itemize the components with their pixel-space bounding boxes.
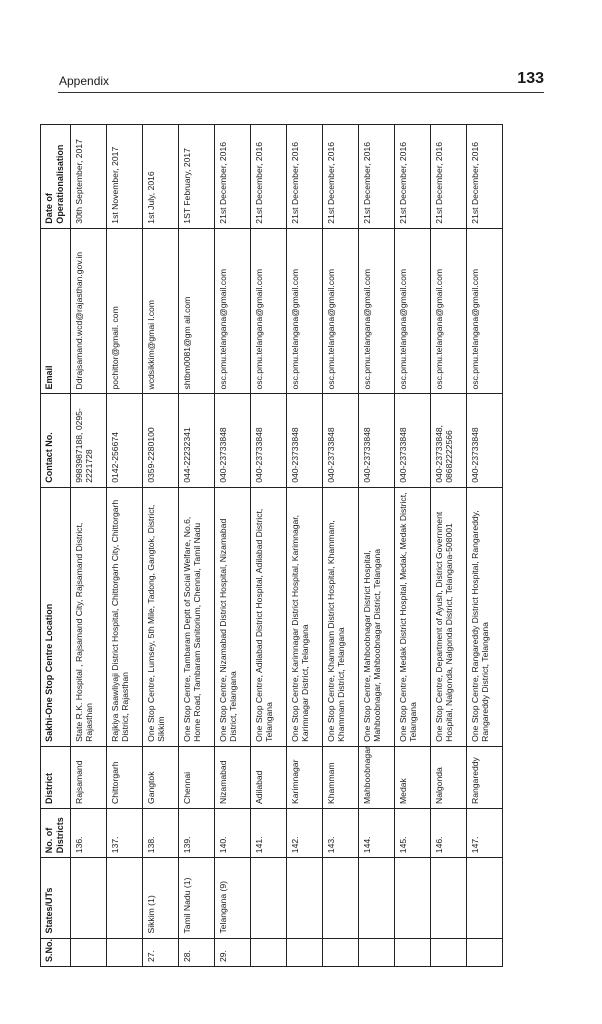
table-row — [215, 125, 251, 967]
cell-date: 30th September, 2017 — [71, 125, 107, 229]
table-row — [287, 125, 323, 967]
table-row — [71, 125, 107, 967]
cell-contact: 040-23733848 — [251, 394, 287, 487]
cell-email: osc.pmu.telangana@gmail.com — [215, 228, 251, 394]
table-row — [431, 125, 467, 967]
page-number: 133 — [517, 70, 544, 87]
cell-location: One Stop Centre, Tambaram Deptt of Social Welfare, No.6, Home Road, Tambaram Sanitorium, Chennai, Tamil Nadu — [179, 487, 215, 746]
cell-email: osc.pmu.telangana@gmail.com — [359, 228, 395, 394]
cell-state: Tamil Nadu (1) — [179, 858, 215, 938]
cell-state — [107, 858, 143, 938]
table-container — [40, 124, 520, 967]
cell-location: State R.K. Hospital , Rajsamand City, Rajsamand District, Rajasthan — [71, 487, 107, 746]
header-location: Sakhi-One Stop Centre Location — [41, 487, 71, 746]
header-district: District — [41, 746, 71, 808]
cell-no: 145. — [395, 808, 431, 857]
cell-email: osc.pmu.telangana@gmail.com — [287, 228, 323, 394]
section-title: Appendix — [59, 74, 110, 88]
table-row — [251, 125, 287, 967]
cell-email: osc.pmu.telangana@gmail.com — [323, 228, 359, 394]
cell-sno: 27. — [143, 938, 179, 966]
cell-date: 1st July, 2016 — [143, 125, 179, 229]
cell-email: osc.pmu.telangana@gmail.com — [395, 228, 431, 394]
table-body — [71, 125, 503, 967]
cell-date: 21st December, 2016 — [395, 125, 431, 229]
cell-sno — [287, 938, 323, 966]
cell-date: 21st December, 2016 — [467, 125, 503, 229]
table-row — [107, 125, 143, 967]
cell-sno — [323, 938, 359, 966]
cell-location: One Stop Centre, Karimnagar District Hospital, Karimnagar, Karimnagar District, Telangana — [287, 487, 323, 746]
cell-date: 21st December, 2016 — [215, 125, 251, 229]
cell-district: Karimnagar — [287, 746, 323, 808]
cell-no: 136. — [71, 808, 107, 857]
cell-no: 142. — [287, 808, 323, 857]
cell-date: 21st December, 2016 — [359, 125, 395, 229]
cell-email: osc.pmu.telangana@gmail.com — [431, 228, 467, 394]
cell-state — [323, 858, 359, 938]
cell-location: One Stop Centre, Nizamabad District Hospital, Nizamabad District, Telangana — [215, 487, 251, 746]
cell-email: osc.pmu.telangana@gmail.com — [467, 228, 503, 394]
cell-location: One Stop Centre, Medak District Hospital, Medak, Medak District, Telangana — [395, 487, 431, 746]
cell-no: 137. — [107, 808, 143, 857]
cell-location: One Stop Centre, Rangareddy District Hospital, Rangareddy, Rangareddy District, Telangana — [467, 487, 503, 746]
cell-contact: 040-23733848 — [467, 394, 503, 487]
cell-date: 21st December, 2016 — [251, 125, 287, 229]
table-row — [323, 125, 359, 967]
cell-sno — [359, 938, 395, 966]
cell-contact: 040-23733848 — [359, 394, 395, 487]
table-row — [395, 125, 431, 967]
cell-email: pochittor@gmail. com — [107, 228, 143, 394]
cell-no: 140. — [215, 808, 251, 857]
cell-location: One Stop Centre, Adilabad District Hospital, Adilabad District, Telangana — [251, 487, 287, 746]
cell-contact: 040-23733848 — [323, 394, 359, 487]
cell-contact: 040-23733848 — [215, 394, 251, 487]
cell-district: Rajsamand — [71, 746, 107, 808]
cell-no: 141. — [251, 808, 287, 857]
cell-location: One Stop Centre, Khammam District Hospital, Khammam, Khammam District, Telangana — [323, 487, 359, 746]
cell-district: Medak — [395, 746, 431, 808]
cell-state — [431, 858, 467, 938]
table-row — [467, 125, 503, 967]
cell-date: 21st December, 2016 — [323, 125, 359, 229]
table-row — [359, 125, 395, 967]
header-date: Date of Operationalisation — [41, 125, 71, 229]
cell-state — [251, 858, 287, 938]
cell-contact: 0359-2280100 — [143, 394, 179, 487]
table-row — [143, 125, 179, 967]
cell-no: 144. — [359, 808, 395, 857]
table-header-row — [41, 125, 71, 967]
cell-date: 21st December, 2016 — [287, 125, 323, 229]
cell-state — [287, 858, 323, 938]
cell-contact: 044-22232341 — [179, 394, 215, 487]
header-email: Email — [41, 228, 71, 394]
cell-location: Rajkiya Saawliyaji District Hospital, Chittorgarh City, Chittorgarh District, Rajasthan — [107, 487, 143, 746]
cell-district: Rangareddy — [467, 746, 503, 808]
cell-sno — [467, 938, 503, 966]
cell-district: Nizamabad — [215, 746, 251, 808]
cell-no: 146. — [431, 808, 467, 857]
cell-district: Mahboobnagar — [359, 746, 395, 808]
cell-district: Nalgonda — [431, 746, 467, 808]
cell-date: 1ST February, 2017 — [179, 125, 215, 229]
cell-email: Ddrajsamand.wcd@rajasthan.gov.in — [71, 228, 107, 394]
cell-state: Sikkim (1) — [143, 858, 179, 938]
cell-email: wcdsikkim@gmai l.com — [143, 228, 179, 394]
cell-date: 21st December, 2016 — [431, 125, 467, 229]
header-sno: S.No. — [41, 938, 71, 966]
cell-email: osc.pmu.telangana@gmail.com — [251, 228, 287, 394]
cell-no: 139. — [179, 808, 215, 857]
cell-no: 138. — [143, 808, 179, 857]
table-row — [179, 125, 215, 967]
cell-district: Khammam — [323, 746, 359, 808]
cell-no: 143. — [323, 808, 359, 857]
cell-contact: 040-23733848 — [287, 394, 323, 487]
header-contact: Contact No. — [41, 394, 71, 487]
cell-email: shtbm0081@gm ail.com — [179, 228, 215, 394]
cell-district: Adilabad — [251, 746, 287, 808]
cell-district: Chennai — [179, 746, 215, 808]
cell-district: Gangtok — [143, 746, 179, 808]
cell-state — [71, 858, 107, 938]
cell-state — [467, 858, 503, 938]
header-state: States/UTs — [41, 858, 71, 938]
cell-location: One Stop Centre, Mahboobnagar District Hospital, Mahboobnagar, Mahboobnagar District, Telangana — [359, 487, 395, 746]
header-no-of-districts: No. of Districts — [41, 808, 71, 857]
cell-sno: 28. — [179, 938, 215, 966]
cell-contact: 040-23733848, 08682222566 — [431, 394, 467, 487]
cell-sno — [395, 938, 431, 966]
cell-state — [395, 858, 431, 938]
cell-contact: 0142-256674 — [107, 394, 143, 487]
cell-contact: 9983987188, 0295-2221728 — [71, 394, 107, 487]
cell-sno: 29. — [215, 938, 251, 966]
cell-contact: 040-23733848 — [395, 394, 431, 487]
cell-location: One Stop Centre, Department of Ayush, District Government Hospital, Nalgonda, Nalgonda District, Telangana-508001 — [431, 487, 467, 746]
cell-state: Telangana (9) — [215, 858, 251, 938]
cell-state — [359, 858, 395, 938]
cell-sno — [251, 938, 287, 966]
cell-no: 147. — [467, 808, 503, 857]
cell-district: Chittorgarh — [107, 746, 143, 808]
cell-location: One Stop Centre, Lumsey, 5th Mile, Tadong, Gangtok, District, Sikkim — [143, 487, 179, 746]
cell-date: 1st November, 2017 — [107, 125, 143, 229]
cell-sno — [71, 938, 107, 966]
cell-sno — [431, 938, 467, 966]
one-stop-centre-table — [40, 124, 503, 967]
cell-sno — [107, 938, 143, 966]
header-rule — [58, 92, 544, 93]
